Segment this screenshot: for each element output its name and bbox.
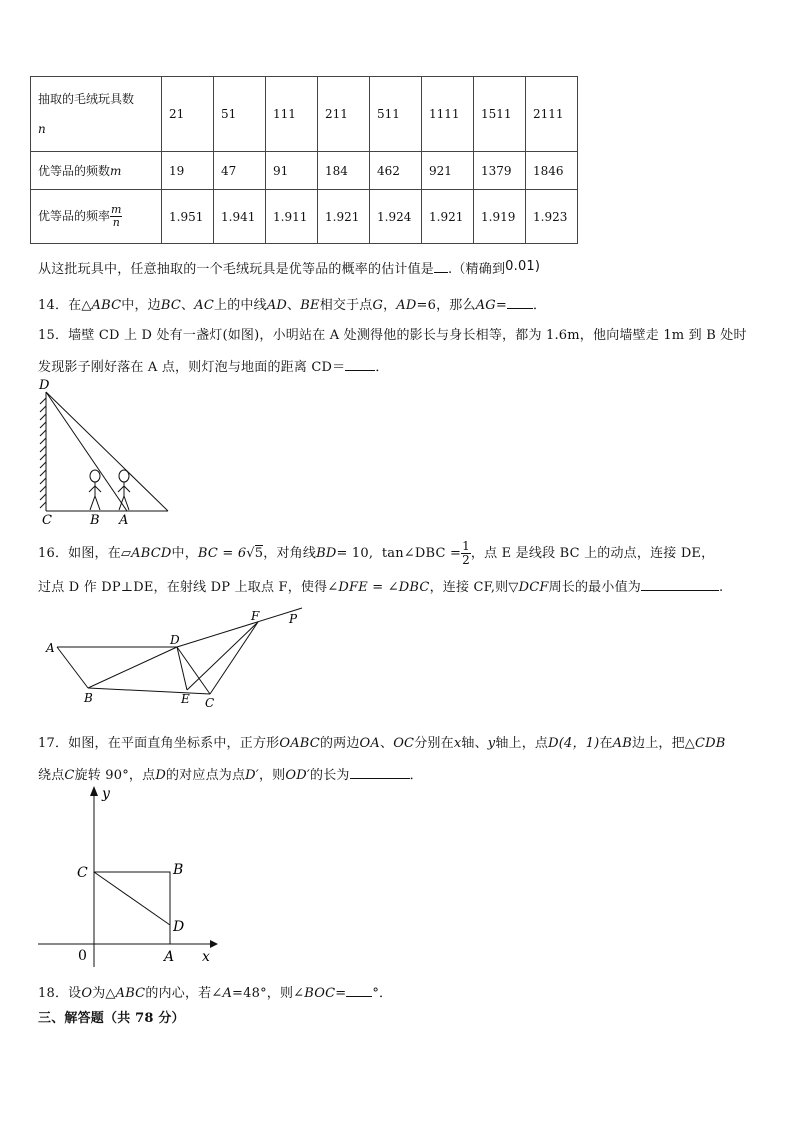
q13-text-a: 从这批玩具中，任意抽取的一个毛绒玩具是优等品的概率的估计值是 [38,262,435,277]
label-d: D [39,378,50,393]
table-row-freq [31,190,578,244]
cell-freq-5: 1.921 [422,190,474,244]
header-m-label: 优等品的频数 [38,164,111,178]
label-c: C [42,513,52,528]
q17-text: 在 [599,736,613,751]
label-c: C [205,696,215,708]
q14-tri: △ABC [81,298,122,313]
q17-line2 [38,764,423,783]
cell-m-0: 19 [162,152,214,190]
cell-n-2: 111 [266,77,318,152]
q14-text: 中，边 [121,298,161,313]
ray-dp [177,608,302,647]
seg-bc [88,688,210,694]
label-x: x [202,949,210,965]
frac-num: m [111,203,122,216]
q15-text: ． [375,360,389,375]
q16-text: = 10, [336,546,374,561]
q17-odp: OD′ [285,768,310,783]
q17-dp: D′ [245,768,259,783]
q17-text: 、 [380,736,394,751]
q14-bc: BC [160,298,182,313]
q15-blank [345,358,375,371]
q16-text: . [718,580,724,595]
q18-blank [346,984,372,997]
cell-n-5: 1111 [422,77,474,152]
seg-bd [88,647,177,688]
square-oabc [94,872,170,944]
label-b: B [90,513,100,528]
q15-line2 [38,356,389,375]
q16-line1 [38,540,714,567]
wall-hatch [40,398,46,508]
frequency-table [30,76,578,244]
q16-line2 [38,576,723,595]
cell-m-7: 1846 [526,152,578,190]
q18-a: A [222,986,233,1001]
cell-n-1: 51 [214,77,266,152]
label-o: 0 [78,948,87,964]
frac-den: n [112,216,120,229]
label-b: B [84,691,93,705]
q14-text: =6，那么 [416,298,476,313]
q16-text: 周长的最小值为 [548,580,641,595]
label-a: A [164,949,175,965]
seg-ef [187,622,258,690]
cell-freq-2: 1.911 [266,190,318,244]
seg-ab [57,647,88,688]
q16-bc: BC = 6 [197,546,247,561]
q16-text: ，点 E 是线段 BC 上的动点，连接 DE， [470,546,715,561]
q16-blank [641,578,719,591]
cell-n-4: 511 [370,77,422,152]
header-cell-m [31,152,162,190]
header-freq-label: 优等品的频率 [38,209,111,223]
q16-angle: ∠DFE = ∠DBC [327,580,430,595]
q16-text: 过点 D 作 DP⊥DE，在射线 DP 上取点 F，使得 [38,580,328,595]
header-n-label: 抽取的毛绒玩具数 [38,92,135,106]
cell-freq-3: 1.921 [318,190,370,244]
cell-freq-1: 1.941 [214,190,266,244]
label-a: A [46,641,55,655]
frac-num: 1 [462,539,470,553]
q18-text: =48°，则∠ [232,986,305,1001]
q16-para: ▱ABCD [120,546,172,561]
q18-tri: △ABC [105,986,146,1001]
cell-freq-4: 1.924 [370,190,422,244]
q16-sqrt5: 5 [254,546,264,561]
person-b [89,470,101,510]
q17-text: 轴、 [461,736,488,751]
q16-text: ，连接 CF,则 [429,580,509,595]
q17-c: C [64,768,75,783]
q14-ad: AD [266,298,288,313]
q18-text: = [335,986,347,1001]
cell-freq-6: 1.919 [474,190,526,244]
q17-cdb: CDB [695,736,726,751]
cell-m-5: 921 [422,152,474,190]
q17-line1 [38,732,726,751]
cell-freq-0: 1.951 [162,190,214,244]
y-arrow-icon [90,786,98,796]
q14-text: ， [383,298,397,313]
q17-text: 分别在 [414,736,454,751]
label-e: E [181,692,190,706]
q14-text: 14．在 [38,298,82,313]
header-cell-freq [31,190,162,244]
q14-ad2: AD [396,298,417,313]
label-d: D [170,633,180,647]
q14-text: ． [532,298,547,313]
q13-precision: 0.01) [505,259,541,274]
label-c: C [77,865,88,881]
q17-text: ，则 [258,768,286,783]
q16-text: 16．如图，在 [38,546,121,561]
q17-text: 17．如图，在平面直角坐标系中，正方形 [38,736,280,751]
cell-n-6: 1511 [474,77,526,152]
seg-cd [94,872,170,925]
q17-text: 的两边 [319,736,360,751]
q17-y: y [487,736,496,751]
half-fraction [461,540,471,567]
q17-oc: OC [393,736,415,751]
q17-text: 轴上，点 [495,736,549,751]
q15-figure [30,374,180,528]
cell-m-2: 91 [266,152,318,190]
m-over-n-fraction [110,204,122,229]
label-d: D [173,919,185,935]
q18-o: O [81,986,93,1001]
q14-line [38,294,546,313]
q14-blank [507,296,533,309]
cell-m-6: 1379 [474,152,526,190]
seg-cf [210,622,258,694]
q17-oabc: OABC [279,736,320,751]
table-row-m [31,152,578,190]
q18-line [38,982,392,1001]
cell-n-0: 21 [162,77,214,152]
q15-line1: 15．墙壁 CD 上 D 处有一盏灯(如图)，小明站在 A 处测得他的影长与身长相等，都为 1.6m，他向墙壁走 1m 到 B 处时 [38,328,747,343]
q16-figure [40,602,310,708]
q14-text: = [495,298,507,313]
q14-ac: AC [194,298,214,313]
label-p: P [289,612,298,626]
q17-d41: D(4，1) [548,736,600,751]
cell-m-4: 462 [370,152,422,190]
label-a: A [119,513,129,528]
table-row-n [31,77,578,152]
cell-freq-7: 1.923 [526,190,578,244]
x-arrow-icon [210,940,218,948]
q17-figure [30,782,230,967]
seg-dc [177,647,210,694]
q17-x: x [453,736,462,751]
cell-n-3: 211 [318,77,370,152]
label-f: F [251,609,260,623]
q17-text: 边上，把△ [632,736,695,751]
q16-bd: BD [316,546,337,561]
q16-text: ，对角线 [263,546,317,561]
q13-blank [434,260,448,273]
q18-text: °． [372,986,393,1001]
q14-text: 、 [181,298,195,313]
header-n-var: n [38,122,46,136]
light-ray-2 [46,392,127,511]
q13-text-b: .（精确到 [448,262,506,277]
q18-text: 18．设 [38,986,82,1001]
person-a [118,470,130,510]
header-m-var: m [110,164,122,178]
header-cell-n [31,77,162,152]
q15-text: 发现影子刚好落在 A 点，则灯泡与地面的距离 CD＝ [38,360,346,375]
q14-text: 上的中线 [214,298,267,313]
frac-den: 2 [462,553,470,567]
q18-text: 的内心，若∠ [145,986,223,1001]
q17-text: 的长为 [310,768,350,783]
q17-text: 绕点 [38,768,65,783]
label-b: B [173,862,184,878]
q18-boc: BOC [304,986,336,1001]
cell-n-7: 2111 [526,77,578,152]
q17-text: 的对应点为点 [165,768,246,783]
q17-oa: OA [359,736,380,751]
q16-tan: tan∠DBC = [381,546,462,561]
q17-text: ． [409,768,423,783]
q14-g: G [372,298,384,313]
q14-text: 、 [287,298,301,313]
cell-m-3: 184 [318,152,370,190]
q13-answer-line [38,258,540,277]
cell-m-1: 47 [214,152,266,190]
q17-ab: AB [612,736,632,751]
q18-text: 为 [92,986,106,1001]
label-y: y [102,786,110,802]
q16-text: 中， [171,546,198,561]
q14-be: BE [300,298,320,313]
q17-blank [350,766,410,779]
section-3-heading: 三、解答题（共 78 分） [38,1011,185,1026]
q16-tri: ▽DCF [508,580,549,595]
q14-ag: AG [475,298,496,313]
q14-text: 相交于点 [319,298,373,313]
sqrt-sign: √ [246,546,255,561]
q17-text: 旋转 90°，点 [74,768,156,783]
q17-d: D [155,768,166,783]
light-ray-1 [46,392,168,511]
